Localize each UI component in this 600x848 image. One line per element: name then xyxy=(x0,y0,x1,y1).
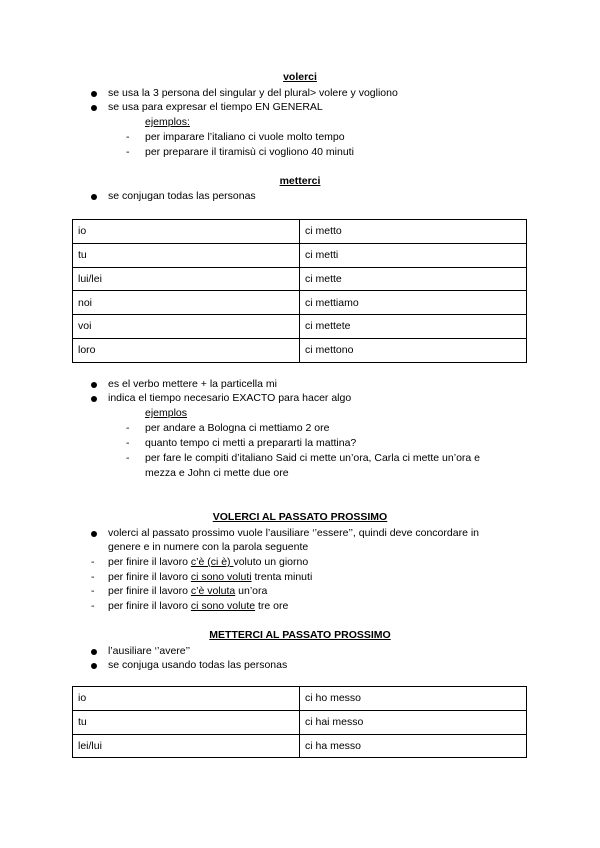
example-line: quanto tempo ci metti a prepararti la mattina? xyxy=(145,437,357,449)
bullet-icon xyxy=(91,649,97,655)
table-cell: ci mette xyxy=(300,267,527,291)
table-cell: loro xyxy=(73,338,300,362)
heading-metterci: metterci xyxy=(279,175,321,187)
table-row xyxy=(73,220,527,244)
example-line: per imparare l’italiano ci vuole molto tempo xyxy=(145,131,345,143)
dash-icon: - xyxy=(126,146,130,158)
text-line: se conjugan todas las personas xyxy=(108,190,256,202)
table-row xyxy=(73,315,527,339)
dash-icon: - xyxy=(91,600,95,612)
table-cell: ci mettete xyxy=(300,315,527,339)
text-line: es el verbo mettere + la particella mi xyxy=(108,378,277,390)
examples-label: ejemplos: xyxy=(145,116,190,128)
example-line: per finire il lavoro c’è (ci è) voluto un giorno xyxy=(108,556,309,568)
dash-icon: - xyxy=(91,585,95,597)
table-row xyxy=(73,243,527,267)
bullet-icon xyxy=(91,396,97,402)
example-line: per andare a Bologna ci mettiamo 2 ore xyxy=(145,422,330,434)
table-row xyxy=(73,710,527,734)
conjugation-table-metterci xyxy=(72,219,527,363)
example-line: per finire il lavoro c’è voluta un’ora xyxy=(108,585,268,597)
table-cell: noi xyxy=(73,291,300,315)
table-cell: ci hai messo xyxy=(300,710,527,734)
table-cell: tu xyxy=(73,710,300,734)
bullet-icon xyxy=(91,382,97,388)
example-line: per finire il lavoro ci sono voluti trenta minuti xyxy=(108,571,313,583)
table-cell: tu xyxy=(73,243,300,267)
bullet-icon xyxy=(91,91,97,97)
table-row xyxy=(73,338,527,362)
table-row xyxy=(73,734,527,758)
bullet-icon xyxy=(91,531,97,537)
table-cell: ci ho messo xyxy=(300,687,527,711)
table-row xyxy=(73,687,527,711)
table-cell: ci metto xyxy=(300,220,527,244)
text-line: l’ausiliare ‘’avere’’ xyxy=(108,645,191,657)
heading-volerci: volerci xyxy=(283,71,317,83)
table-cell: ci metti xyxy=(300,243,527,267)
example-line: per finire il lavoro ci sono volute tre ore xyxy=(108,600,289,612)
conjugation-table-passato xyxy=(72,686,527,758)
example-line: per fare le compiti d’italiano Said ci mette un’ora, Carla ci mette un’ora e xyxy=(145,452,480,464)
table-cell: io xyxy=(73,687,300,711)
bullet-icon xyxy=(91,105,97,111)
table-cell: voi xyxy=(73,315,300,339)
table-cell: lui/lei xyxy=(73,267,300,291)
table-row xyxy=(73,267,527,291)
text-line: se usa la 3 persona del singular y del plural> volere y vogliono xyxy=(108,87,398,99)
examples-label: ejemplos xyxy=(145,407,188,419)
heading-volerci-passato: VOLERCI AL PASSATO PROSSIMO xyxy=(212,511,388,523)
bullet-icon xyxy=(91,663,97,669)
dash-icon: - xyxy=(126,131,130,143)
table-cell: lei/lui xyxy=(73,734,300,758)
text-line: indica el tiempo necesario EXACTO para hacer algo xyxy=(108,392,352,404)
dash-icon: - xyxy=(126,437,130,449)
text-line: genere e in numere con la parola seguente xyxy=(108,541,309,553)
table-row xyxy=(73,291,527,315)
example-line: mezza e John ci mette due ore xyxy=(145,467,289,479)
table-cell: ci mettono xyxy=(300,338,527,362)
text-line: se usa para expresar el tiempo EN GENERAL xyxy=(108,101,323,113)
text-line: se conjuga usando todas las personas xyxy=(108,659,288,671)
bullet-icon xyxy=(91,194,97,200)
text-line: volerci al passato prossimo vuole l’ausiliare ‘’essere’’, quindi deve concordare in xyxy=(108,527,479,539)
dash-icon: - xyxy=(91,556,95,568)
dash-icon: - xyxy=(126,452,130,464)
table-cell: ci mettiamo xyxy=(300,291,527,315)
table-cell: io xyxy=(73,220,300,244)
heading-metterci-passato: METTERCI AL PASSATO PROSSIMO xyxy=(209,629,391,641)
dash-icon: - xyxy=(91,571,95,583)
table-cell: ci ha messo xyxy=(300,734,527,758)
dash-icon: - xyxy=(126,422,130,434)
example-line: per preparare il tiramisù ci vogliono 40 minuti xyxy=(145,146,354,158)
